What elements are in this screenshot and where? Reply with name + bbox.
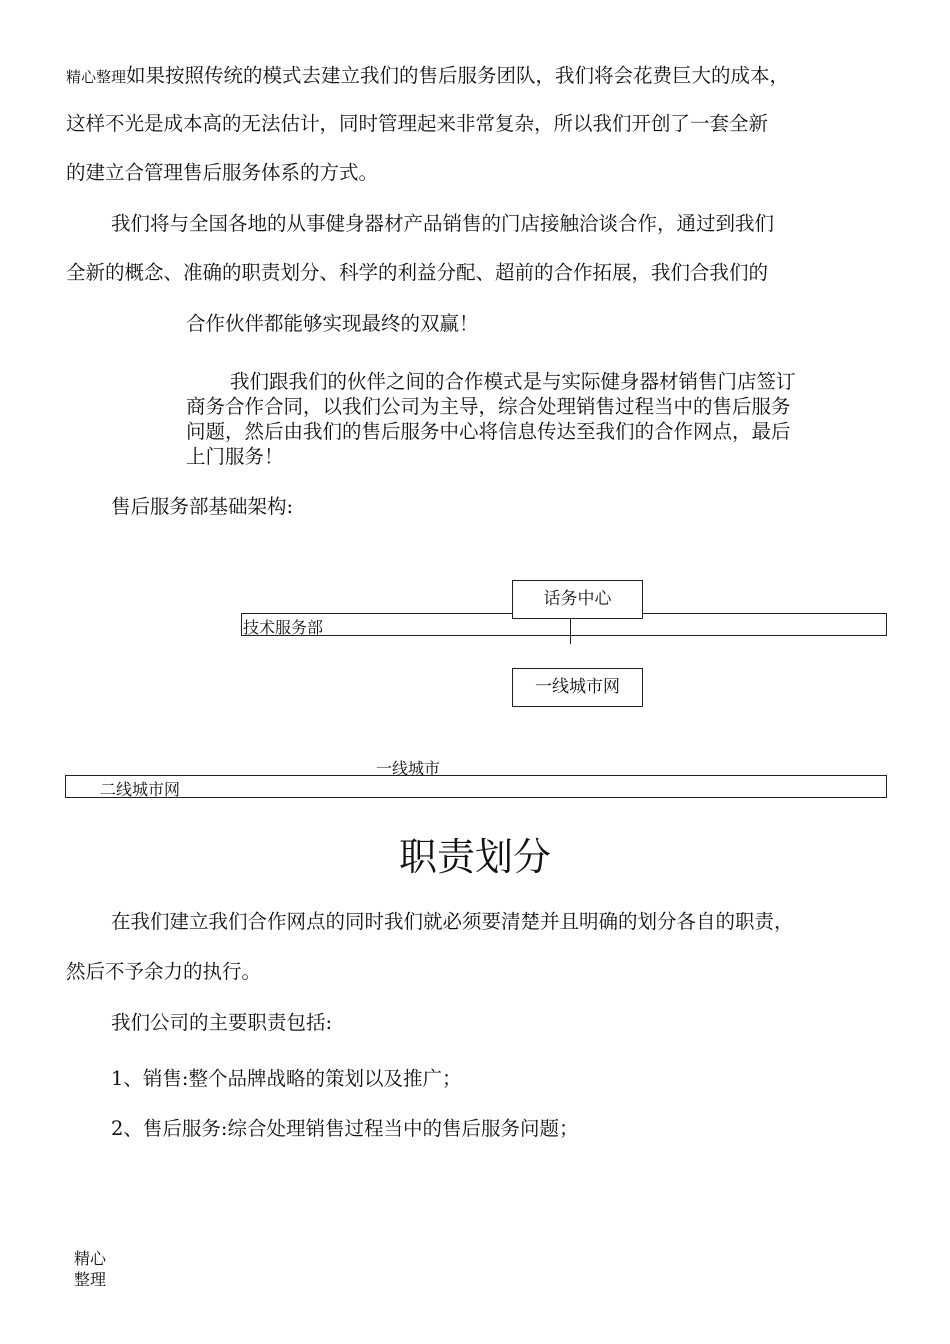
para2-line-1: 我们将与全国各地的从事健身器材产品销售的门店接触洽谈合作，通过到我们	[111, 212, 775, 235]
section-title: 职责划分	[398, 835, 551, 879]
first-tier-city-box: 一线城市网	[512, 668, 643, 707]
para3-line-1: 我们跟我们的伙伴之间的合作模式是与实际健身器材销售门店签订	[230, 370, 796, 393]
duty-item-1: 1、销售:整个品牌战略的策划以及推广；	[111, 1067, 462, 1090]
duties-line-1: 在我们建立我们合作网点的同时我们就必须要清楚并且明确的划分各自的职责，	[111, 910, 794, 933]
intro-line-3: 的建立合管理售后服务体系的方式。	[66, 161, 379, 184]
footer-mark-line-1: 精心	[74, 1249, 107, 1268]
para2-line-3: 合作伙伴都能够实现最终的双赢！	[186, 312, 479, 335]
intro-line-1-text: 如果按照传统的模式去建立我们的售后服务团队，我们将会花费巨大的成本，	[126, 64, 790, 87]
intro-line-2: 这样不光是成本高的无法估计，同时管理起来非常复杂，所以我们开创了一套全新	[66, 112, 769, 135]
second-tier-city-bar	[65, 775, 887, 798]
tech-service-label: 技术服务部	[243, 618, 324, 637]
para3-line-4: 上门服务！	[186, 445, 284, 468]
duties-line-2: 然后不予余力的执行。	[66, 960, 262, 983]
second-tier-city-label: 二线城市网	[100, 780, 181, 799]
footer-mark-line-2: 整理	[74, 1270, 107, 1289]
duty-item-2: 2、售后服务:综合处理销售过程当中的售后服务问题；	[111, 1117, 579, 1140]
duties-lead: 我们公司的主要职责包括:	[111, 1011, 333, 1034]
footer-mark	[74, 1248, 106, 1290]
first-tier-city-cut-label: 一线城市	[376, 759, 441, 778]
para3-line-3: 问题，然后由我们的售后服务中心将信息传达至我们的合作网点，最后	[186, 420, 791, 443]
call-center-box: 话务中心	[512, 580, 643, 619]
para3-line-2: 商务合作合同，以我们公司为主导，综合处理销售过程当中的售后服务	[186, 395, 791, 418]
connector-line	[570, 618, 571, 644]
header-mark: 精心整理	[66, 68, 127, 86]
para2-line-2: 全新的概念、准确的职责划分、科学的利益分配、超前的合作拓展，我们合我们的	[66, 261, 769, 284]
intro-line-1	[66, 60, 789, 88]
structure-heading: 售后服务部基础架构:	[111, 495, 294, 518]
